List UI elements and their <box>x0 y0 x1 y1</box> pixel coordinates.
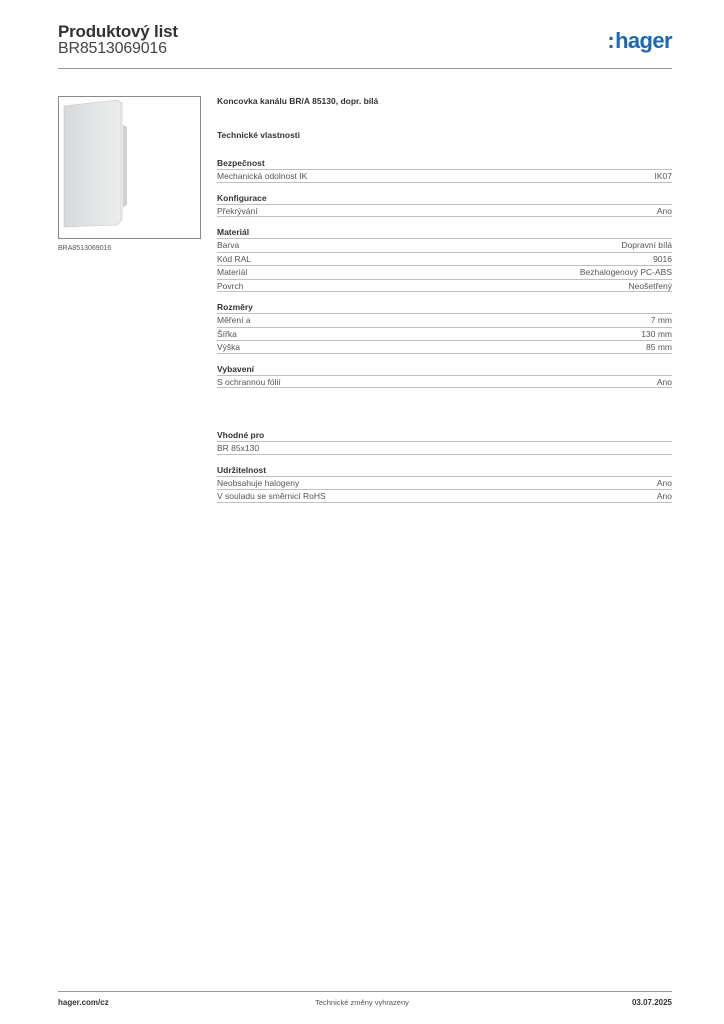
image-caption: BRA8513069016 <box>58 245 112 252</box>
spec-key: Šířka <box>217 328 237 339</box>
spec-row <box>217 169 672 183</box>
spec-key: Povrch <box>217 280 244 291</box>
footer-website-link[interactable]: hager.com/cz <box>58 998 109 1007</box>
section-title: Vhodné pro <box>217 430 265 440</box>
section-title: Materiál <box>217 227 250 237</box>
spec-value: Bezhalogenový PC-ABS <box>579 267 672 277</box>
spec-value: Dopravní bílá <box>621 240 672 250</box>
section-rozmery <box>217 301 672 354</box>
spec-row <box>217 327 672 341</box>
section-title: Konfigurace <box>217 192 267 203</box>
spec-key: Výška <box>217 342 241 352</box>
footer-notice: Technické změny vyhrazeny <box>315 998 409 1007</box>
spec-value: Ano <box>656 491 672 501</box>
spec-key: Materiál <box>217 267 248 277</box>
spec-row <box>217 265 672 279</box>
spec-value: 7 mm <box>650 315 672 325</box>
hager-logo <box>607 28 672 54</box>
spec-value: Neošetřený <box>628 280 672 291</box>
spec-row <box>217 476 672 490</box>
section-vhodne-pro <box>217 429 672 455</box>
header-divider <box>58 68 672 69</box>
spec-key: Barva <box>217 240 240 250</box>
section-bezpecnost <box>217 157 672 183</box>
product-name: Koncovka kanálu BR/A 85130, dopr. bílá <box>217 96 379 106</box>
section-udrzitelnost <box>217 464 672 503</box>
technical-heading: Technické vlastnosti <box>217 130 300 140</box>
spec-value: Ano <box>656 477 672 488</box>
logo-dots-icon: : <box>607 28 615 53</box>
section-title: Udržitelnost <box>217 464 267 475</box>
spec-row <box>217 340 672 354</box>
spec-value: 85 mm <box>646 342 672 352</box>
spec-row <box>217 238 672 252</box>
spec-row <box>217 204 672 218</box>
product-code: BR8513069016 <box>58 40 167 57</box>
spec-key: S ochrannou fólií <box>217 376 281 387</box>
spec-key: Mechanická odolnost IK <box>217 171 308 181</box>
section-konfigurace <box>217 192 672 218</box>
logo-text: hager <box>615 28 672 53</box>
spec-row <box>217 313 672 327</box>
spec-key: Překrývání <box>217 205 258 216</box>
spec-row <box>217 489 672 503</box>
spec-value: IK07 <box>654 171 672 181</box>
footer-date: 03.07.2025 <box>631 998 672 1007</box>
spec-key: BR 85x130 <box>217 443 260 453</box>
footer-divider <box>58 991 672 992</box>
document-title: Produktový list <box>58 22 178 41</box>
section-title: Vybavení <box>217 363 255 374</box>
spec-value: 130 mm <box>641 328 672 339</box>
spec-value: Ano <box>656 205 672 216</box>
spec-value: Ano <box>656 376 672 387</box>
spec-key: V souladu se směrnicí RoHS <box>217 491 326 501</box>
section-title: Rozměry <box>217 302 253 312</box>
product-image <box>58 96 201 239</box>
spec-row <box>217 441 672 455</box>
section-title: Bezpečnost <box>217 158 265 168</box>
spec-row <box>217 252 672 266</box>
page-header <box>58 22 672 70</box>
spec-row <box>217 375 672 389</box>
end-cap-illustration-icon <box>59 97 200 238</box>
spec-value: 9016 <box>653 253 672 264</box>
section-material <box>217 226 672 292</box>
spec-key: Kód RAL <box>217 253 252 264</box>
spec-row <box>217 279 672 293</box>
product-details <box>217 96 672 512</box>
spec-key: Neobsahuje halogeny <box>217 477 300 488</box>
section-spacer <box>217 397 672 429</box>
spec-key: Měření a <box>217 315 251 325</box>
section-vybaveni <box>217 363 672 389</box>
